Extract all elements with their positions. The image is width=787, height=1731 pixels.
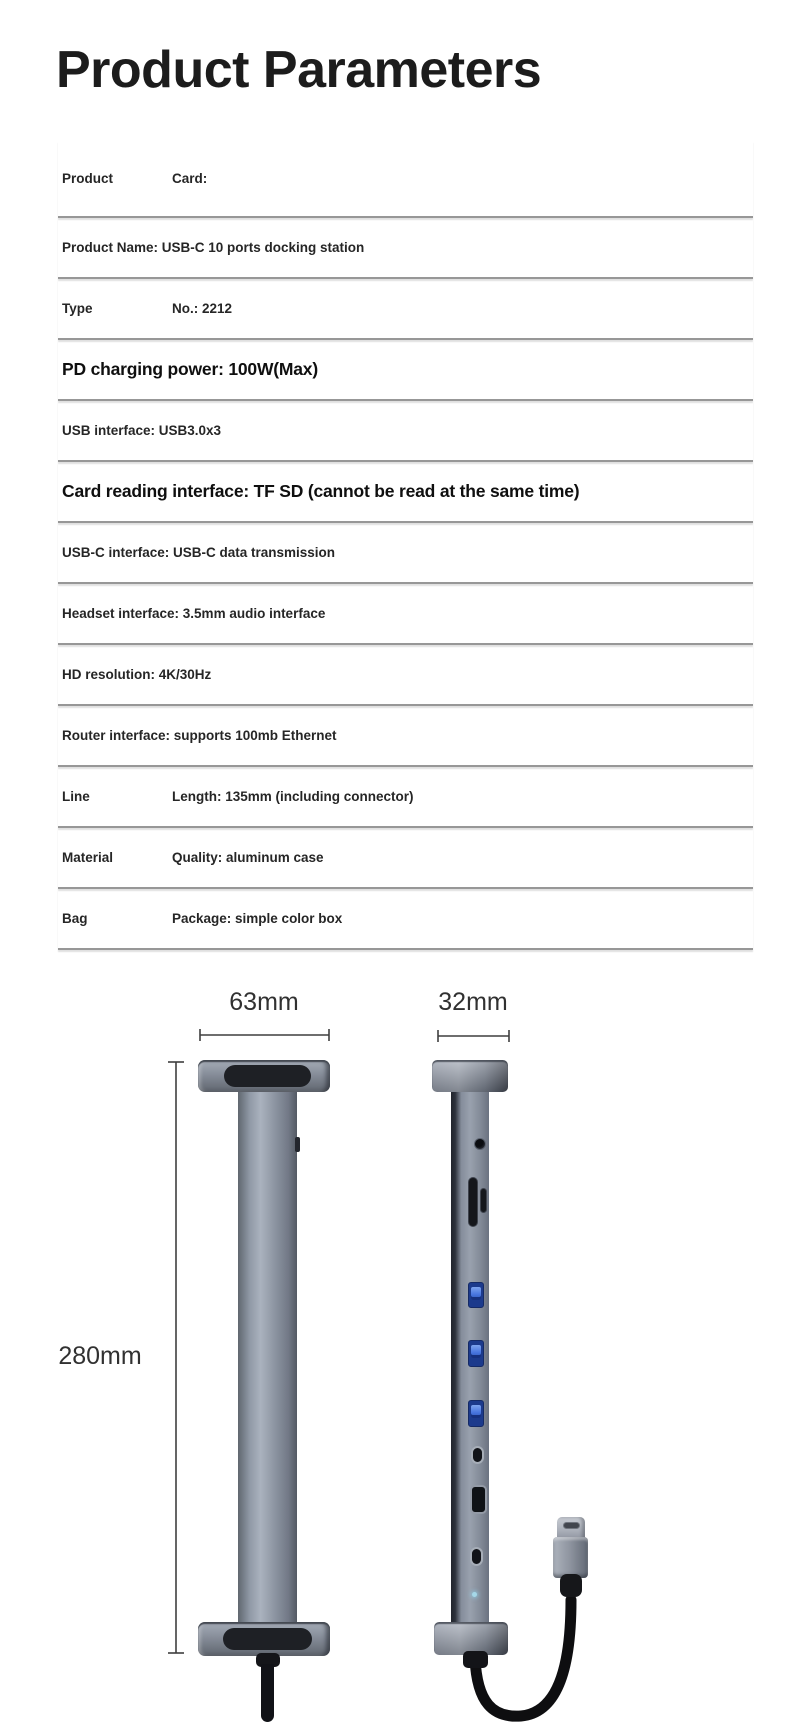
table-row bbox=[58, 141, 753, 218]
row-text: PD charging power: 100W(Max) bbox=[62, 359, 318, 380]
row-label: Line bbox=[62, 789, 90, 805]
table-row bbox=[58, 767, 753, 828]
row-label: Product bbox=[62, 171, 114, 187]
usb-c-plug-body bbox=[553, 1537, 588, 1578]
sd-card-slot bbox=[468, 1177, 478, 1227]
row-value: No.: 2212 bbox=[172, 301, 233, 317]
row-value: Package: simple color box bbox=[172, 911, 343, 927]
usb-a-tongue bbox=[471, 1405, 481, 1418]
cable-stub bbox=[463, 1651, 488, 1668]
table-row bbox=[58, 584, 753, 645]
usb-a-tongue bbox=[471, 1345, 481, 1358]
tf-card-slot bbox=[480, 1188, 487, 1213]
usb-a-port-3 bbox=[468, 1400, 484, 1427]
row-text: Router interface: supports 100mb Ethernet bbox=[62, 728, 337, 744]
table-row bbox=[58, 462, 753, 523]
usb-c-plug-slot bbox=[563, 1522, 580, 1529]
usb-c-port-1 bbox=[471, 1446, 484, 1464]
row-text: Headset interface: 3.5mm audio interface bbox=[62, 606, 326, 622]
usb-a-port-1 bbox=[468, 1282, 484, 1308]
table-row bbox=[58, 889, 753, 950]
table-row bbox=[58, 828, 753, 889]
table-row bbox=[58, 523, 753, 584]
side-width-dimension-line bbox=[438, 1030, 509, 1042]
usb-c-port-2 bbox=[470, 1547, 483, 1566]
row-text: Card reading interface: TF SD (cannot be read at the same time) bbox=[62, 481, 580, 502]
row-label: Bag bbox=[62, 911, 88, 927]
hdmi-port bbox=[470, 1485, 487, 1514]
height-dimension-line bbox=[168, 1062, 184, 1653]
row-value: Length: 135mm (including connector) bbox=[172, 789, 414, 805]
led-indicator bbox=[472, 1592, 477, 1597]
spec-table bbox=[58, 141, 753, 950]
table-row bbox=[58, 401, 753, 462]
front-width-label: 63mm bbox=[229, 988, 299, 1016]
table-row bbox=[58, 645, 753, 706]
bottom-rubber-pad bbox=[223, 1628, 312, 1650]
table-row bbox=[58, 706, 753, 767]
row-text: USB interface: USB3.0x3 bbox=[62, 423, 222, 439]
table-row bbox=[58, 340, 753, 401]
usb-a-tongue bbox=[471, 1287, 481, 1300]
front-width-dimension-line bbox=[200, 1029, 329, 1041]
cable-front bbox=[261, 1664, 274, 1722]
audio-jack-port bbox=[474, 1138, 486, 1150]
row-value: Card: bbox=[172, 171, 208, 187]
row-text: HD resolution: 4K/30Hz bbox=[62, 667, 212, 683]
table-row bbox=[58, 279, 753, 340]
height-label: 280mm bbox=[58, 1342, 142, 1370]
row-text: Product Name: USB-C 10 ports docking station bbox=[62, 240, 365, 256]
row-label: Material bbox=[62, 850, 114, 866]
table-row bbox=[58, 218, 753, 279]
usb-a-port-2 bbox=[468, 1340, 484, 1367]
side-button bbox=[295, 1137, 300, 1152]
row-text: USB-C interface: USB-C data transmission bbox=[62, 545, 336, 561]
row-label: Type bbox=[62, 301, 93, 317]
row-value: Quality: aluminum case bbox=[172, 850, 324, 866]
usb-c-plug-strain-relief bbox=[560, 1574, 582, 1597]
dock-front-body bbox=[238, 1086, 297, 1626]
top-rubber-pad bbox=[224, 1065, 311, 1087]
usb-c-cable bbox=[475, 1600, 571, 1716]
dock-side-top-cap bbox=[432, 1060, 508, 1092]
side-width-label: 32mm bbox=[438, 988, 508, 1016]
page-title: Product Parameters bbox=[56, 41, 542, 99]
